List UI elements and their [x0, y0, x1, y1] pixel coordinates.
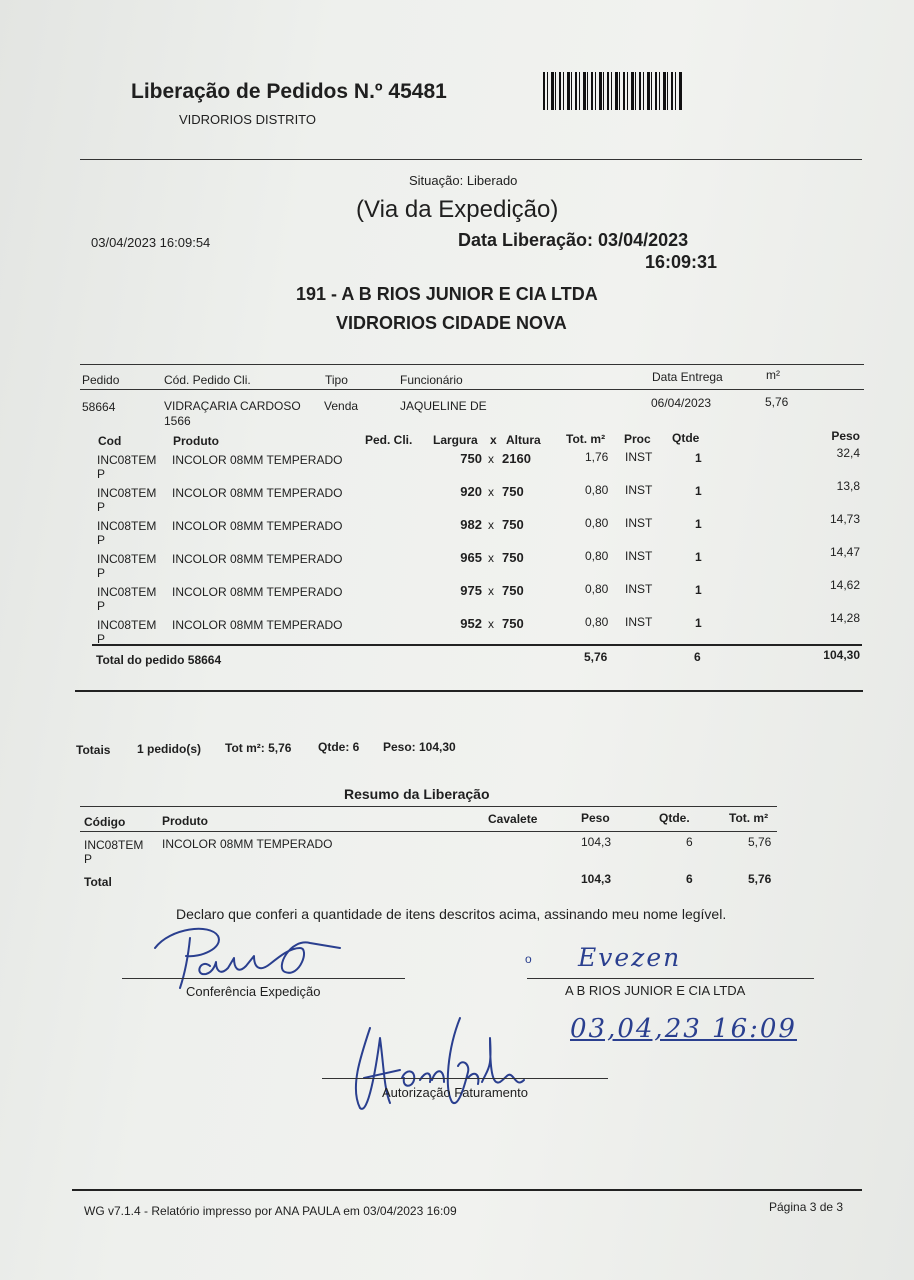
summary-row-qtde: 6	[686, 835, 693, 849]
order-total-peso: 104,30	[823, 648, 860, 662]
signature-line	[322, 1078, 608, 1079]
item-tot-m2: 0,80	[585, 582, 609, 596]
summary-col-produto: Produto	[162, 814, 208, 828]
divider	[80, 364, 864, 365]
item-peso: 14,62	[829, 578, 860, 592]
item-altura: 750	[502, 616, 524, 631]
item-qtde: 1	[695, 616, 702, 630]
client-store: VIDRORIOS CIDADE NOVA	[336, 313, 567, 333]
divider	[92, 644, 862, 646]
item-proc: INST	[625, 582, 653, 596]
item-cod: INC08TEM	[97, 519, 157, 533]
printed-timestamp: 03/04/2023 16:09:54	[91, 235, 211, 250]
item-altura: 750	[502, 550, 524, 565]
divider	[80, 389, 864, 390]
items-col-largura: Largura	[433, 433, 478, 447]
item-x: x	[488, 518, 494, 532]
item-tot-m2: 1,76	[585, 450, 609, 464]
item-proc: INST	[625, 516, 653, 530]
footer-print-info: WG v7.1.4 - Relatório impresso por ANA PAULA em 03/04/2023 16:09	[84, 1204, 457, 1218]
item-qtde: 1	[695, 517, 702, 531]
totals-peso: Peso: 104,30	[383, 740, 456, 754]
document-title: Liberação de Pedidos N.º 45481	[131, 80, 447, 103]
summary-total-label: Total	[84, 875, 112, 889]
item-cod-suffix: P	[97, 632, 106, 646]
signature-ana-paula	[340, 1008, 540, 1118]
signature-label-client: A B RIOS JUNIOR E CIA LTDA	[565, 983, 746, 998]
col-data-entrega: Data Entrega	[652, 370, 723, 384]
item-qtde: 1	[695, 484, 702, 498]
item-cod: INC08TEM	[97, 486, 157, 500]
order-number: 58664	[82, 400, 116, 414]
item-altura: 750	[502, 484, 524, 499]
item-largura: 965	[460, 550, 482, 565]
divider	[75, 690, 863, 692]
summary-title: Resumo da Liberação	[344, 786, 490, 802]
item-largura: 952	[460, 616, 482, 631]
item-x: x	[488, 584, 494, 598]
item-altura: 2160	[502, 451, 531, 466]
divider	[80, 159, 862, 160]
totals-qtde: Qtde: 6	[318, 740, 360, 754]
items-col-produto: Produto	[173, 434, 219, 448]
order-tipo: Venda	[324, 399, 359, 413]
items-col-cod: Cod	[98, 434, 122, 448]
summary-col-tot-m2: Tot. m²	[729, 811, 769, 825]
item-largura: 982	[460, 517, 482, 532]
item-peso: 13,8	[836, 479, 860, 493]
item-x: x	[488, 617, 494, 631]
summary-total-qtde: 6	[686, 872, 693, 886]
items-col-altura: Altura	[506, 433, 541, 447]
item-cod: INC08TEM	[97, 453, 157, 467]
col-pedido: Pedido	[82, 373, 120, 387]
item-produto: INCOLOR 08MM TEMPERADO	[172, 519, 343, 533]
item-x: x	[488, 452, 494, 466]
divider	[72, 1189, 862, 1191]
items-col-tot-m2: Tot. m²	[566, 432, 606, 446]
item-cod-suffix: P	[97, 533, 106, 547]
order-data-entrega: 06/04/2023	[651, 396, 712, 410]
copy-type: (Via da Expedição)	[356, 196, 559, 223]
order-total-m2: 5,76	[584, 650, 608, 664]
col-m2: m²	[766, 368, 780, 382]
col-cod-pedido-cli: Cód. Pedido Cli.	[164, 373, 251, 387]
client-name: 191 - A B RIOS JUNIOR E CIA LTDA	[296, 284, 598, 304]
items-col-proc: Proc	[624, 432, 651, 446]
declaration-text: Declaro que conferi a quantidade de itens descritos acima, assinando meu nome legível.	[176, 906, 727, 922]
item-cod: INC08TEM	[97, 618, 157, 632]
handwritten-name: Evezen	[578, 943, 682, 972]
item-produto: INCOLOR 08MM TEMPERADO	[172, 552, 343, 566]
item-proc: INST	[625, 549, 653, 563]
handwritten-mark: o	[525, 952, 532, 966]
item-tot-m2: 0,80	[585, 615, 609, 629]
order-m2: 5,76	[765, 395, 789, 409]
item-proc: INST	[625, 450, 653, 464]
divider	[80, 806, 777, 807]
item-tot-m2: 0,80	[585, 549, 609, 563]
item-largura: 975	[460, 583, 482, 598]
item-peso: 32,4	[836, 446, 860, 460]
item-tot-m2: 0,80	[585, 516, 609, 530]
item-produto: INCOLOR 08MM TEMPERADO	[172, 486, 343, 500]
order-cod-cli: VIDRAÇARIA CARDOSO	[164, 399, 301, 413]
item-produto: INCOLOR 08MM TEMPERADO	[172, 618, 343, 632]
item-cod-suffix: P	[97, 599, 106, 613]
item-cod: INC08TEM	[97, 585, 157, 599]
items-col-x: x	[490, 433, 497, 447]
totals-label: Totais	[76, 743, 111, 757]
summary-col-cavalete: Cavalete	[488, 812, 538, 826]
item-qtde: 1	[695, 451, 702, 465]
footer-page-number: Página 3 de 3	[769, 1200, 844, 1214]
item-cod-suffix: P	[97, 566, 106, 580]
item-cod: INC08TEM	[97, 552, 157, 566]
items-col-ped-cli: Ped. Cli.	[365, 433, 413, 447]
totals-pedidos: 1 pedido(s)	[137, 742, 202, 756]
status-text: Situação: Liberado	[409, 173, 518, 188]
item-produto: INCOLOR 08MM TEMPERADO	[172, 453, 343, 467]
col-tipo: Tipo	[325, 373, 348, 387]
totals-m2: Tot m²: 5,76	[225, 741, 292, 755]
col-funcionario: Funcionário	[400, 373, 463, 387]
order-funcionario: JAQUELINE DE	[400, 399, 487, 413]
barcode-image	[543, 72, 683, 110]
summary-row-cod-2: P	[84, 852, 93, 866]
items-col-peso: Peso	[831, 429, 860, 443]
item-largura: 750	[460, 451, 482, 466]
divider	[80, 831, 777, 832]
release-date: Data Liberação: 03/04/2023	[458, 230, 689, 250]
summary-col-peso: Peso	[581, 811, 610, 825]
item-qtde: 1	[695, 583, 702, 597]
signature-line	[527, 978, 814, 979]
summary-col-codigo: Código	[84, 815, 126, 829]
items-col-qtde: Qtde	[672, 431, 700, 445]
signature-label-conferencia: Conferência Expedição	[186, 984, 321, 999]
item-altura: 750	[502, 583, 524, 598]
item-cod-suffix: P	[97, 467, 106, 481]
order-cod-cli-2: 1566	[164, 414, 191, 428]
item-altura: 750	[502, 517, 524, 532]
company-subtitle: VIDRORIOS DISTRITO	[179, 112, 316, 127]
summary-total-tot-m2: 5,76	[748, 872, 772, 886]
item-x: x	[488, 551, 494, 565]
summary-row-tot-m2: 5,76	[748, 835, 772, 849]
item-peso: 14,28	[829, 611, 860, 625]
order-total-label: Total do pedido 58664	[96, 653, 222, 667]
summary-total-peso: 104,3	[581, 872, 612, 886]
item-tot-m2: 0,80	[585, 483, 609, 497]
item-proc: INST	[625, 615, 653, 629]
signature-label-autorizacao: Autorização Faturamento	[382, 1085, 528, 1100]
item-produto: INCOLOR 08MM TEMPERADO	[172, 585, 343, 599]
summary-row-cod: INC08TEM	[84, 838, 144, 852]
release-time: 16:09:31	[645, 252, 718, 272]
summary-row-produto: INCOLOR 08MM TEMPERADO	[162, 837, 333, 851]
summary-col-qtde: Qtde.	[659, 811, 690, 825]
item-peso: 14,47	[829, 545, 860, 559]
item-peso: 14,73	[829, 512, 860, 526]
handwritten-date: 03,04,23 16:09	[570, 1014, 797, 1044]
order-total-qtde: 6	[694, 650, 701, 664]
item-x: x	[488, 485, 494, 499]
item-largura: 920	[460, 484, 482, 499]
item-cod-suffix: P	[97, 500, 106, 514]
item-qtde: 1	[695, 550, 702, 564]
summary-row-peso: 104,3	[581, 835, 612, 849]
signature-line	[122, 978, 405, 979]
item-proc: INST	[625, 483, 653, 497]
